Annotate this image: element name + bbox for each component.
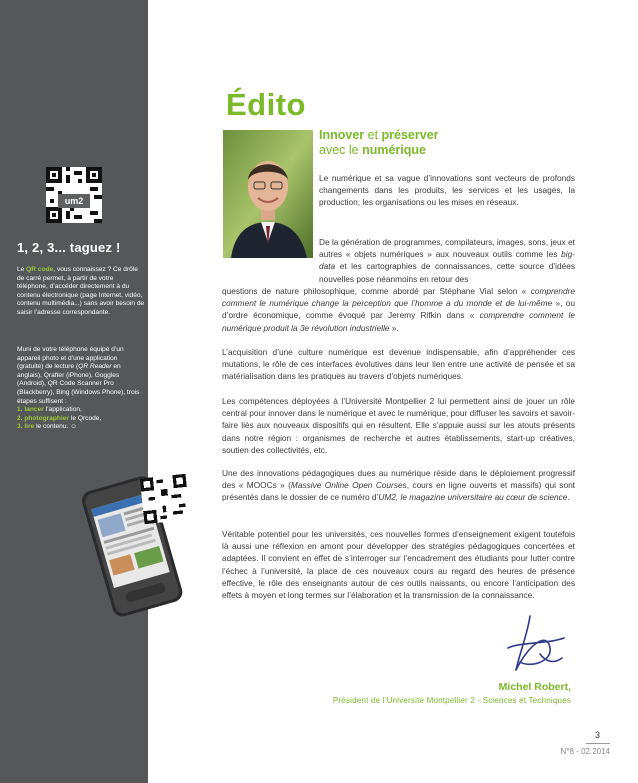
handwritten-signature [490,612,570,683]
paragraph-6: Une des innovations pédagogiques dues au numérique réside dans le déploiement progressif des « MOOCs » (Massive Online Open Courses, cours en ligne ouverts et massifs) qui sont présentés dans le dossier de ce numéro d’UM2, le magazine universitaire au cœur de science. [222,468,575,503]
um2-badge: um2 [58,194,90,208]
paragraph-2: De la génération de programmes, compilateurs, images, sons, jeux et autres « objets numériques » aux nouveaux outils comme les big-data et les cartographies de connaissances, cette source d’idées nouvelles pose néanmoins en retour des [319,237,575,284]
page-title: Édito [226,87,306,122]
issue-label: N°8 - 02.2014 [560,747,610,756]
paragraph-5: Les compétences déployées à l’Université Montpellier 2 lui permettent ainsi de jouer un rôle central pour innover dans le numérique et avec le numérique, pour diffuser les savoirs et savoir-faire liés aux nouveaux dispositifs qui en résultent. Elle s’appuie aussi sur les atouts présents dans notre région : organismes de recherche et autres établissements, start-up créatives, soutien des collectivités, etc. [222,396,575,455]
page-number: 3 [595,730,601,740]
signatory-role: Président de l’Université Montpellier 2 - Sciences et Techniques [332,696,571,705]
page-number-divider [586,743,610,744]
paragraph-7: Véritable potentiel pour les universités, ces nouvelles formes d’enseignement exigent toutefois là aussi une réflexion en amont pour développer des stratégies pédagogiques concertées et adaptées. Il convient en effet de s’interroger sur l’encadrement des étudiants pour lutter contre l’échec à l’université, la place de ces nouveaux cours au regard des heures de présence effective, le rôle des enseignants autour de ces outils naissants, ou encore l’anticipation des effets à moyen et long termes sur l’élaboration et la transmission de la connaissance. [222,529,575,601]
sidebar-paragraph-2: Muni de votre téléphone équipé d’un appareil photo et d’une application (gratuite) de lecture (QR Reader en anglais), Qrafter (iPhone), Goggles (Android), QR Code Scanner Pro (Blackberry), Bing (Windows Phone), trois étapes suffisent : 1. lancer l’application, 2. photographier le Qrcode, 3. lire le contenu. ☺ [17,346,140,431]
signatory-name: Michel Robert, [498,681,571,693]
paragraph-4: L’acquisition d’une culture numérique est devenue indispensable, afin d’appréhender ces mutations, le rôle de ces interfaces évolutives dans leur lien entre une activité de pensée et sa matérialisation dans les pratiques au travers d’objets numériques. [222,347,575,382]
author-photo [223,130,313,258]
qr-code-photo-icon [142,476,188,527]
subtitle-line-1: Innover et préserver [319,128,439,142]
sidebar-tagline: 1, 2, 3... taguez ! [17,240,121,255]
sidebar-paragraph-1: Le QR code, vous connaissez ? Ce drôle de carré permet, à partir de votre téléphone, d’accéder directement à du contenu électronique (page Internet, vidéo, contenu multimédia...) sans avoir besoin de saisir l’adresse correspondante. [17,266,145,316]
subtitle-line-2: avec le numérique [319,143,426,157]
paragraph-3: questions de nature philosophique, comme abordé par Stéphane Vial selon « comprendre comment le numérique change la perception que l’homme a du monde et de lui-même », ou d’ordre économique, comme évoqué par Jeremy Rifkin dans « comprendre comment le numérique produit la 3e révolution industrielle ». [222,286,575,333]
paragraph-1: Le numérique et sa vague d’innovations sont vecteurs de profonds changements dans les produits, les services et les usages, la production, les organisations ou les mises en réseaux. [319,173,575,208]
